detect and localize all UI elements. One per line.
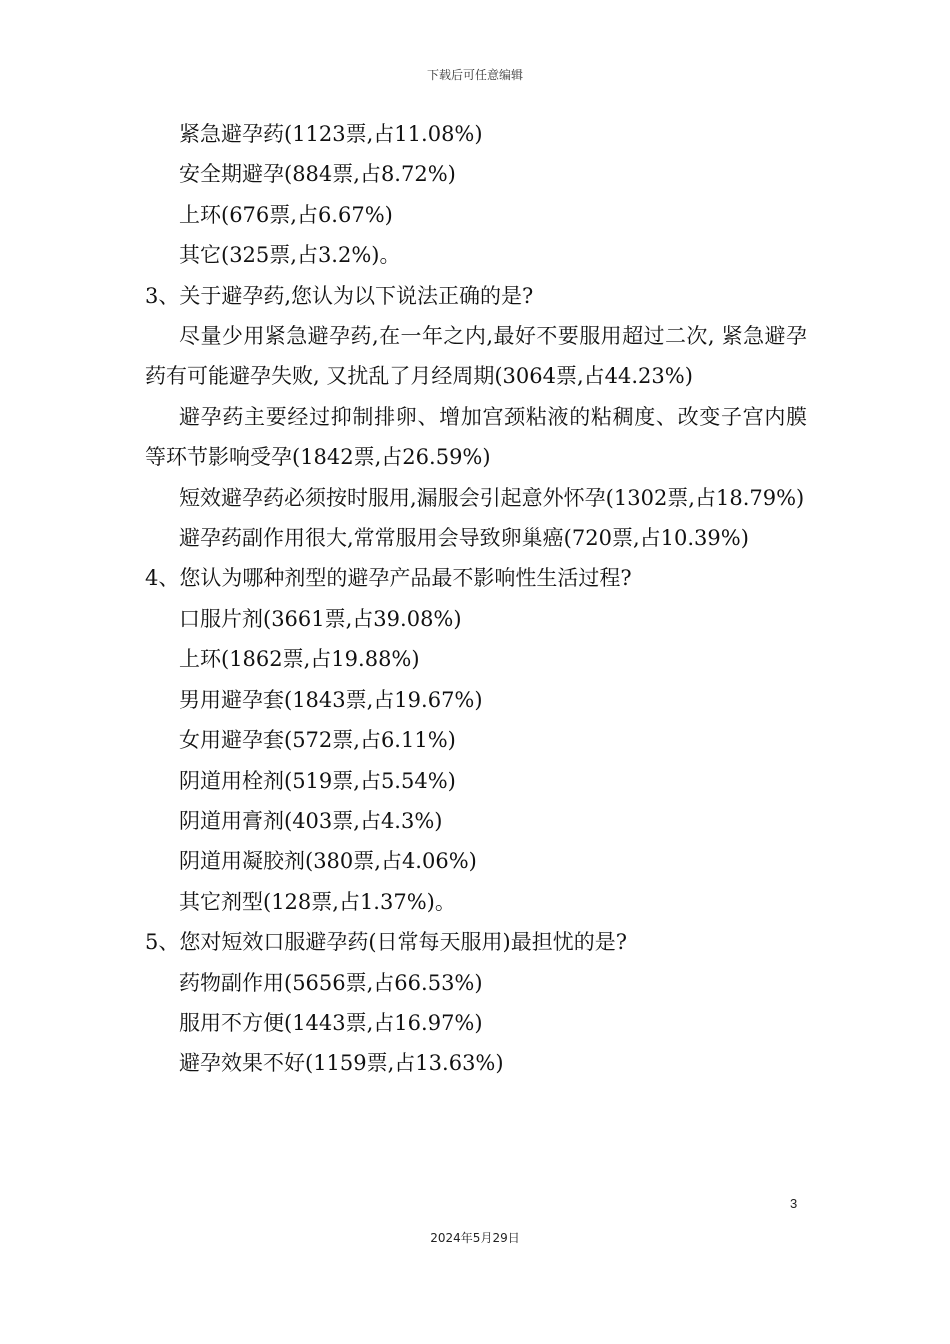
q3-answer-2: 避孕药主要经过抑制排卵、增加宫颈粘液的粘稠度、改变子宫内膜等环节影响受孕(1842票,占26.59%) — [145, 404, 807, 470]
list-item: 其它(325票,占3.2%)。 — [179, 243, 401, 268]
list-item: 阴道用栓剂(519票,占5.54%) — [179, 768, 456, 793]
list-item: 女用避孕套(572票,占6.11%) — [179, 728, 456, 753]
list-item: 阴道用凝胶剂(380票,占4.06%) — [179, 849, 477, 874]
page-header: 下载后可任意编辑 — [426, 68, 523, 82]
list-item: 其它剂型(128票,占1.37%)。 — [179, 889, 456, 914]
list-item: 男用避孕套(1843票,占19.67%) — [179, 687, 483, 712]
question-3: 3、关于避孕药,您认为以下说法正确的是? — [145, 283, 534, 308]
list-item: 服用不方便(1443票,占16.97%) — [179, 1010, 483, 1035]
list-item: 紧急避孕药(1123票,占11.08%) — [179, 122, 483, 146]
q3-answer-1: 尽量少用紧急避孕药,在一年之内,最好不要服用超过二次, 紧急避孕药有可能避孕失败, 又扰乱了月经周期(3064票,占44.23%) — [145, 324, 807, 389]
list-item: 口服片剂(3661票,占39.08%) — [179, 606, 462, 631]
list-item: 阴道用膏剂(403票,占4.3%) — [179, 808, 443, 833]
q3-answer-4: 避孕药副作用很大,常常服用会导致卵巢癌(720票,占10.39%) — [179, 526, 749, 551]
question-5: 5、您对短效口服避孕药(日常每天服用)最担忧的是? — [145, 930, 628, 955]
list-item: 上环(1862票,占19.88%) — [179, 647, 420, 672]
document-body — [145, 114, 807, 1084]
q3-answer-3: 短效避孕药必须按时服用,漏服会引起意外怀孕(1302票,占18.79%) — [179, 485, 805, 510]
question-4: 4、您认为哪种剂型的避孕产品最不影响性生活过程? — [145, 566, 632, 591]
page-footer-date: 2024年5月29日 — [430, 1231, 520, 1245]
list-item: 药物副作用(5656票,占66.53%) — [179, 970, 483, 995]
page-number: 3 — [790, 1196, 798, 1211]
list-item: 上环(676票,占6.67%) — [179, 202, 393, 227]
list-item: 避孕效果不好(1159票,占13.63%) — [179, 1051, 504, 1076]
list-item: 安全期避孕(884票,占8.72%) — [179, 162, 456, 187]
